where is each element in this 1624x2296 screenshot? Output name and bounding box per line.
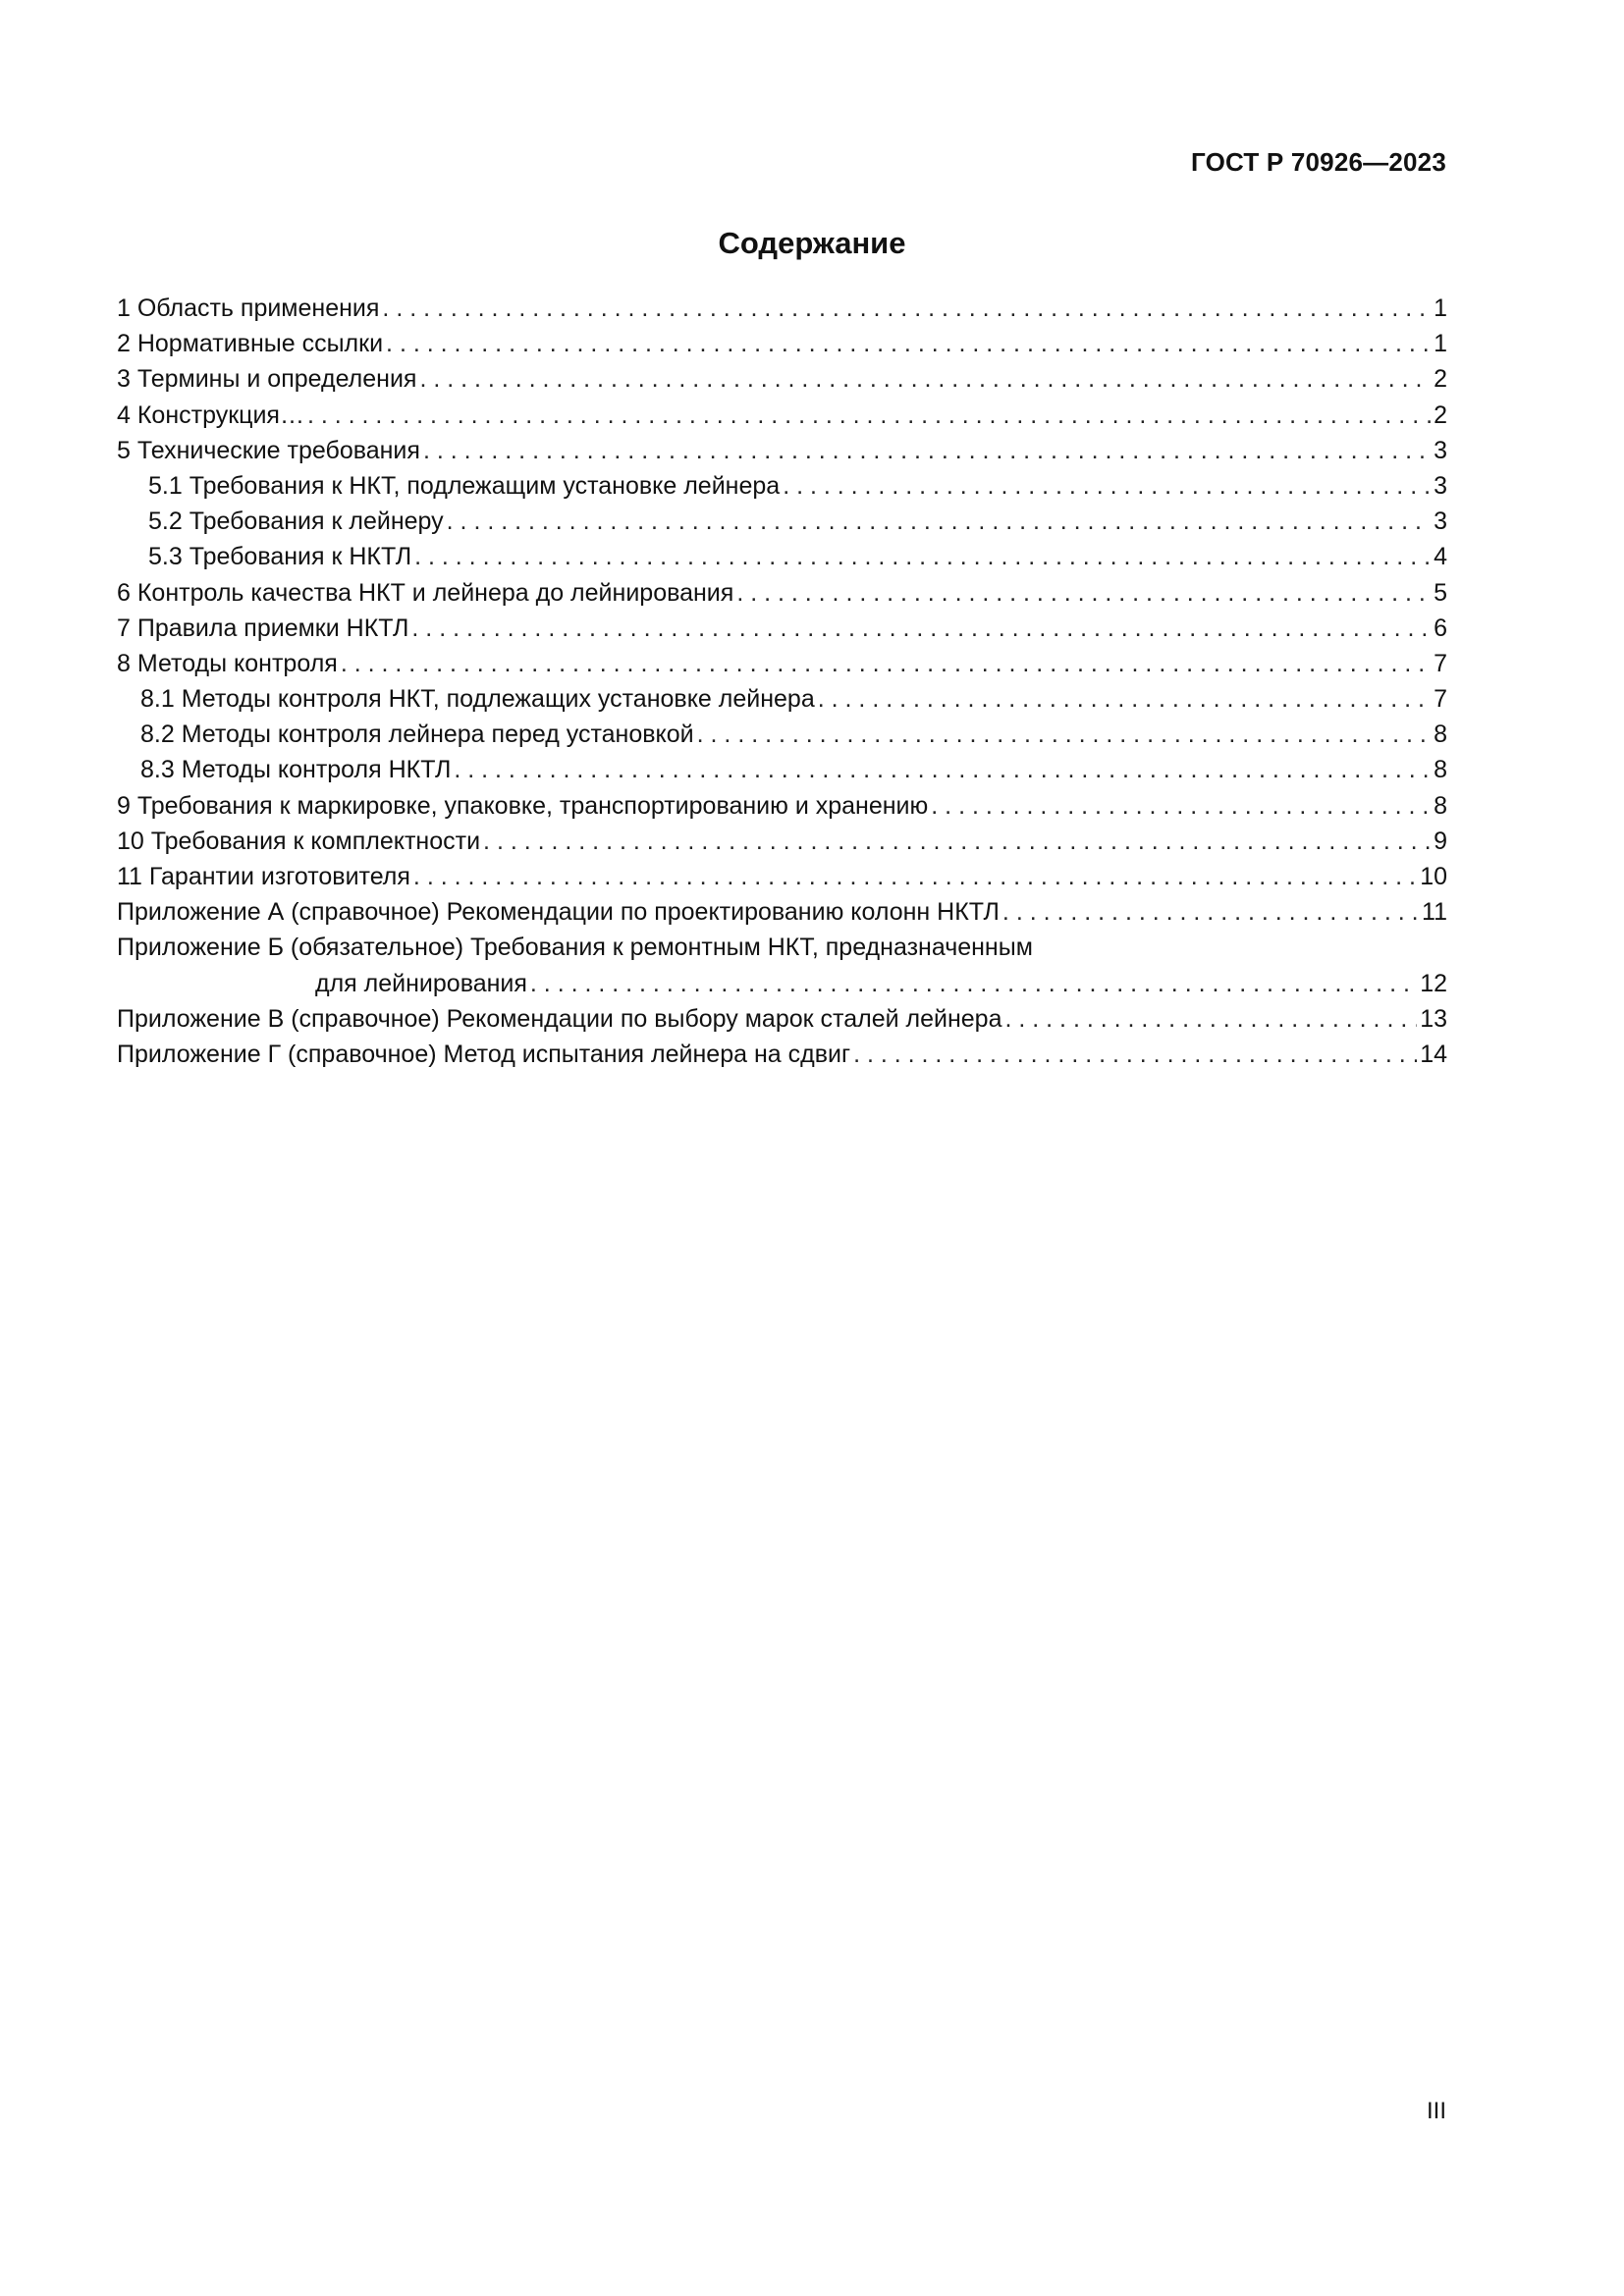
toc-entry[interactable] [117, 824, 1447, 859]
toc-appendix-entry[interactable] [117, 930, 1447, 965]
toc-entry-label: Приложение Г (справочное) Метод испытания лейнера на сдвиг [117, 1040, 851, 1068]
toc-entry-label: 9 Требования к маркировке, упаковке, транспортированию и хранению [117, 791, 929, 820]
toc-entry-page: 6 [1434, 614, 1447, 642]
toc-entry-page: 5 [1434, 578, 1447, 607]
toc-leader-dots [1002, 894, 1419, 930]
toc-entry-label: 6 Контроль качества НКТ и лейнера до лейнирования [117, 578, 734, 607]
toc-entry-page: 4 [1434, 543, 1447, 571]
toc-entry-label: 10 Требования к комплектности [117, 827, 481, 855]
toc-entry-page: 2 [1434, 365, 1447, 394]
toc-subentry[interactable] [117, 468, 1447, 504]
toc-entry-label: 5.2 Требования к лейнеру [148, 507, 444, 536]
toc-entry[interactable] [117, 788, 1447, 824]
toc-subentry[interactable] [117, 681, 1447, 717]
toc-subentry[interactable] [117, 539, 1447, 574]
toc-entry[interactable] [117, 646, 1447, 681]
toc-entry-label: Приложение А (справочное) Рекомендации по проектированию колонн НКТЛ [117, 898, 1000, 927]
toc-entry-page: 9 [1434, 827, 1447, 855]
toc-entry-label: 8.1 Методы контроля НКТ, подлежащих установке лейнера [140, 685, 815, 714]
toc-leader-dots [818, 681, 1431, 717]
toc-entry-page: 11 [1422, 898, 1447, 927]
toc-entry[interactable] [117, 326, 1447, 361]
toc-entry-label: Приложение Б (обязательное) Требования к ремонтным НКТ, предназначенным [117, 934, 1033, 962]
toc-leader-dots [931, 788, 1431, 824]
toc-entry-page: 8 [1434, 756, 1447, 784]
toc-leader-dots [419, 361, 1431, 397]
toc-entry[interactable] [117, 611, 1447, 646]
toc-entry-page: 2 [1434, 400, 1447, 429]
table-of-contents [117, 291, 1447, 1072]
toc-entry-page: 10 [1420, 863, 1447, 890]
toc-entry-label: 8 Методы контроля [117, 649, 338, 677]
document-code: ГОСТ Р 70926—2023 [1191, 147, 1446, 177]
toc-entry-label: 1 Область применения [117, 294, 380, 322]
toc-entry-page: 3 [1434, 471, 1447, 500]
toc-entry-page: 13 [1420, 1004, 1447, 1033]
toc-entry-label: 5 Технические требования [117, 436, 420, 464]
toc-entry-label: 4 Конструкция… [117, 400, 304, 429]
toc-entry[interactable] [117, 859, 1447, 894]
toc-leader-dots [454, 752, 1431, 787]
toc-leader-dots [736, 575, 1431, 611]
toc-entry[interactable] [117, 398, 1447, 433]
toc-entry-label: Приложение В (справочное) Рекомендации по выбору марок сталей лейнера [117, 1004, 1002, 1033]
toc-subentry[interactable] [117, 717, 1447, 752]
toc-appendix-entry[interactable] [117, 894, 1447, 930]
toc-entry-page: 3 [1434, 436, 1447, 464]
toc-entry-page: 3 [1434, 507, 1447, 536]
toc-leader-dots [783, 468, 1431, 504]
toc-entry[interactable] [117, 575, 1447, 611]
toc-leader-dots [423, 433, 1431, 468]
toc-entry-page: 7 [1434, 685, 1447, 714]
toc-leader-dots [413, 859, 1417, 894]
toc-entry-label: 11 Гарантии изготовителя [117, 863, 410, 890]
toc-leader-dots [307, 398, 1431, 433]
toc-entry-label: 7 Правила приемки НКТЛ [117, 614, 409, 642]
page-number: III [1426, 2098, 1446, 2124]
toc-entry-label: 8.3 Методы контроля НКТЛ [140, 756, 452, 784]
toc-appendix-entry[interactable] [117, 1001, 1447, 1037]
toc-leader-dots [382, 291, 1431, 326]
toc-entry-label: 5.3 Требования к НКТЛ [148, 543, 412, 571]
toc-entry-page: 1 [1434, 294, 1447, 322]
toc-entry[interactable] [117, 361, 1447, 397]
toc-entry-page: 8 [1434, 721, 1447, 749]
toc-leader-dots [853, 1037, 1417, 1072]
toc-leader-dots [386, 326, 1431, 361]
toc-leader-dots [483, 824, 1431, 859]
toc-entry-page: 7 [1434, 649, 1447, 677]
toc-entry-label: 3 Термины и определения [117, 365, 417, 394]
toc-entry-page: 8 [1434, 791, 1447, 820]
toc-entry-page: 14 [1420, 1040, 1447, 1068]
toc-leader-dots [697, 717, 1431, 752]
toc-entry-page: 12 [1420, 969, 1447, 997]
toc-leader-dots [411, 611, 1431, 646]
toc-entry[interactable] [117, 433, 1447, 468]
page-title: Содержание [718, 226, 906, 260]
toc-subentry[interactable] [117, 504, 1447, 539]
toc-leader-dots [447, 504, 1431, 539]
toc-leader-dots [530, 966, 1417, 1001]
toc-leader-dots [1004, 1001, 1417, 1037]
toc-entry-label: 5.1 Требования к НКТ, подлежащим установке лейнера [148, 471, 781, 500]
toc-entry[interactable] [117, 291, 1447, 326]
toc-leader-dots [341, 646, 1431, 681]
toc-entry-page: 1 [1434, 330, 1447, 358]
toc-entry-label: 2 Нормативные ссылки [117, 330, 384, 358]
toc-entry-label: 8.2 Методы контроля лейнера перед установкой [140, 721, 694, 749]
toc-leader-dots [414, 539, 1431, 574]
toc-subentry[interactable] [117, 752, 1447, 787]
toc-entry-label-continued: для лейнирования [315, 969, 527, 997]
toc-appendix-entry[interactable] [117, 1037, 1447, 1072]
toc-entry-continuation[interactable] [117, 966, 1447, 1001]
